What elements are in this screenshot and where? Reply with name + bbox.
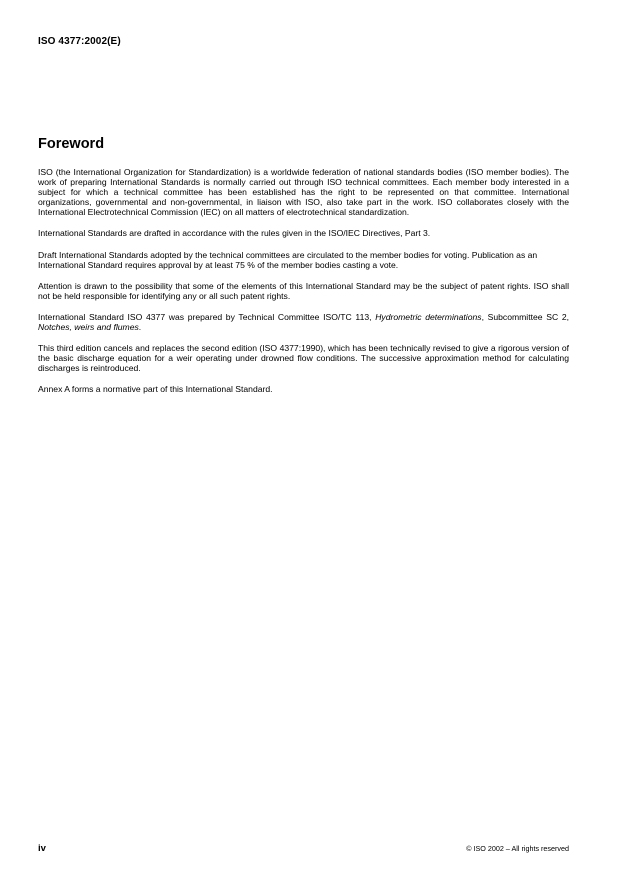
paragraph-edition: This third edition cancels and replaces the second edition (ISO 4377:1990), which has been technically revised to give a rigorous version of the basic discharge equation for a weir operating under drowned flow conditions. The successive approximation method for calculating discharges is reintroduced. <box>38 343 569 374</box>
paragraph-directives: International Standards are drafted in accordance with the rules given in the ISO/IEC Directives, Part 3. <box>38 228 431 239</box>
prepared-by-text-3: . <box>138 322 142 333</box>
committee-title: Hydrometric determinations <box>375 311 482 322</box>
document-id: ISO 4377:2002(E) <box>38 36 121 47</box>
paragraph-draft-standards: Draft International Standards adopted by the technical committees are circulated to the member bodies for voting. Publication as an International Standard requires approval by at least 75 % of the member bodies casting a vote. <box>38 249 538 270</box>
foreword-body <box>38 167 569 406</box>
page-title: Foreword <box>38 136 105 152</box>
paragraph-prepared-by <box>38 312 569 332</box>
prepared-by-text-1: International Standard ISO 4377 was prepared by Technical Committee ISO/TC 113, <box>38 311 376 322</box>
page-number: iv <box>38 843 46 854</box>
copyright-notice: © ISO 2002 – All rights reserved <box>466 844 569 853</box>
prepared-by-text-2: , Subcommittee SC 2, <box>481 311 569 322</box>
paragraph-annex: Annex A forms a normative part of this International Standard. <box>38 384 273 395</box>
paragraph-iso-organization: ISO (the International Organization for Standardization) is a worldwide federation of national standards bodies (ISO member bodies). The work of preparing International Standards is normally carried out through ISO technical committees. Each member body interested in a subject for which a technical committee has been established has the right to be represented on that committee. International organizations, governmental and non-governmental, in liaison with ISO, also take part in the work. ISO collaborates closely with the International Electrotechnical Commission (IEC) on all matters of electrotechnical standardization. <box>38 167 569 218</box>
paragraph-patent-rights: Attention is drawn to the possibility that some of the elements of this International Standard may be the subject of patent rights. ISO shall not be held responsible for identifying any or all such patent rights. <box>38 280 569 301</box>
subcommittee-title: Notches, weirs and flumes <box>38 322 139 333</box>
